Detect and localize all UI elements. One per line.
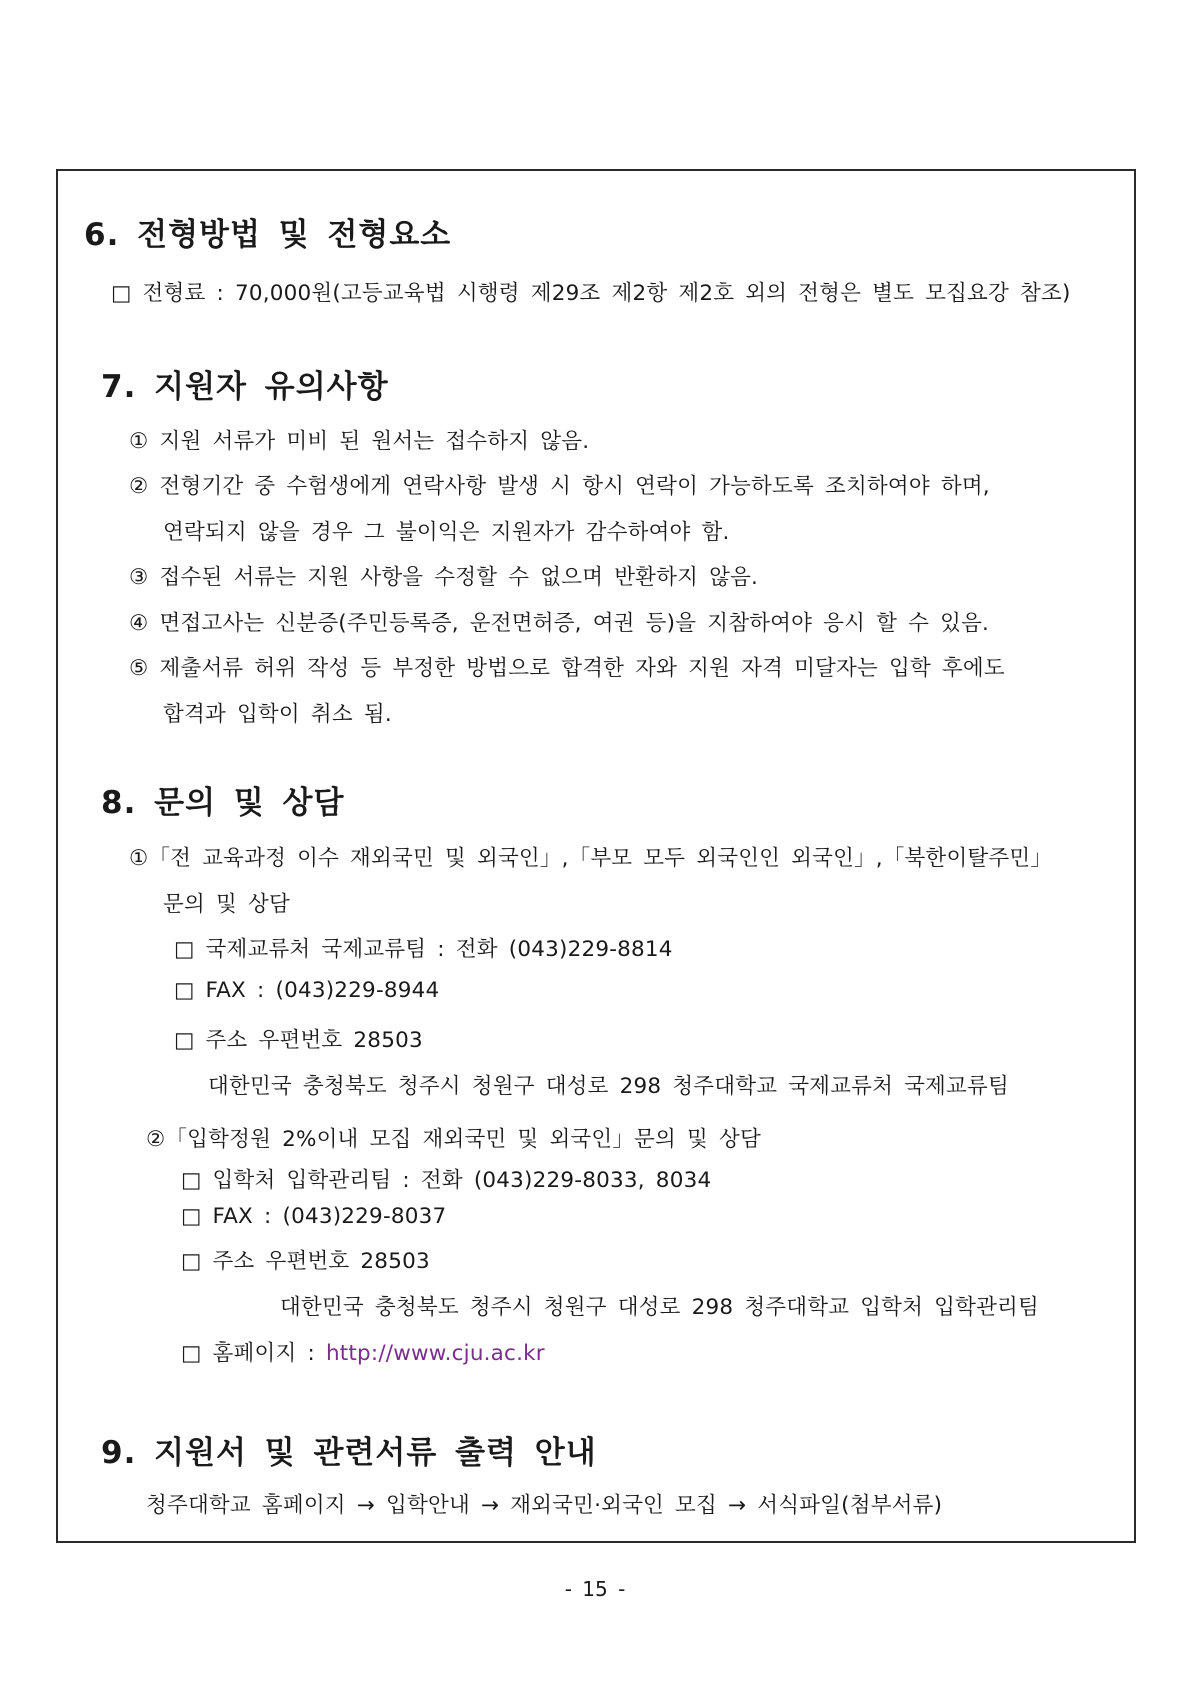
notice-item-1: ① 지원 서류가 미비 된 원서는 접수하지 않음. bbox=[129, 429, 590, 454]
inquiry-2-phone: □ 입학처 입학관리팀 : 전화 (043)229-8033, 8034 bbox=[181, 1168, 712, 1193]
notice-item-4: ④ 면접고사는 신분증(주민등록증, 운전면허증, 여권 등)을 지참하여야 응시 할 수 있음. bbox=[129, 611, 990, 636]
section-7-title: 7. 지원자 유의사항 bbox=[101, 369, 389, 405]
notice-item-2-cont: 연락되지 않을 경우 그 불이익은 지원자가 감수하여야 함. bbox=[163, 520, 730, 545]
inquiry-1-fax: □ FAX : (043)229-8944 bbox=[174, 978, 440, 1003]
notice-item-3: ③ 접수된 서류는 지원 사항을 수정할 수 없으며 반환하지 않음. bbox=[129, 565, 759, 590]
page-number: - 15 - bbox=[564, 1577, 626, 1601]
section-6-title: 6. 전형방법 및 전형요소 bbox=[84, 217, 452, 253]
section-6-fee: □ 전형료 : 70,000원(고등교육법 시행령 제29조 제2항 제2호 외의 전형은 별도 모집요강 참조) bbox=[111, 281, 1071, 306]
section-8-title: 8. 문의 및 상담 bbox=[101, 785, 345, 821]
inquiry-2-address: □ 주소 우편번호 28503 bbox=[181, 1249, 430, 1274]
notice-item-2: ② 전형기간 중 수험생에게 연락사항 발생 시 항시 연락이 가능하도록 조치하여야 하며, bbox=[129, 474, 990, 499]
section-9-title: 9. 지원서 및 관련서류 출력 안내 bbox=[101, 1435, 597, 1471]
inquiry-1-heading-cont: 문의 및 상담 bbox=[163, 892, 290, 917]
inquiry-2-address-detail: 대한민국 충청북도 청주시 청원구 대성로 298 청주대학교 입학처 입학관리팀 bbox=[280, 1295, 1039, 1320]
notice-item-5: ⑤ 제출서류 허위 작성 등 부정한 방법으로 합격한 자와 지원 자격 미달자는 입학 후에도 bbox=[129, 656, 1005, 681]
inquiry-2-homepage bbox=[181, 1336, 545, 1367]
inquiry-1-address: □ 주소 우편번호 28503 bbox=[174, 1028, 423, 1053]
inquiry-1-heading: ①「전 교육과정 이수 재외국민 및 외국인」,「부모 모두 외국인인 외국인」,「북한이탈주민」 bbox=[129, 846, 1053, 871]
inquiry-1-phone: □ 국제교류처 국제교류팀 : 전화 (043)229-8814 bbox=[174, 937, 673, 962]
notice-item-5-cont: 합격과 입학이 취소 됨. bbox=[163, 702, 392, 727]
inquiry-1-address-detail: 대한민국 충청북도 청주시 청원구 대성로 298 청주대학교 국제교류처 국제교류팀 bbox=[208, 1074, 1009, 1099]
inquiry-2-heading: ②「입학정원 2%이내 모집 재외국민 및 외국인」문의 및 상담 bbox=[146, 1127, 761, 1152]
homepage-link[interactable]: http://www.cju.ac.kr bbox=[325, 1341, 545, 1366]
form-download-path: 청주대학교 홈페이지 → 입학안내 → 재외국민·외국인 모집 → 서식파일(첨부서류) bbox=[146, 1493, 943, 1518]
homepage-label: □ 홈페이지 : bbox=[181, 1341, 315, 1366]
inquiry-2-fax: □ FAX : (043)229-8037 bbox=[181, 1204, 447, 1229]
